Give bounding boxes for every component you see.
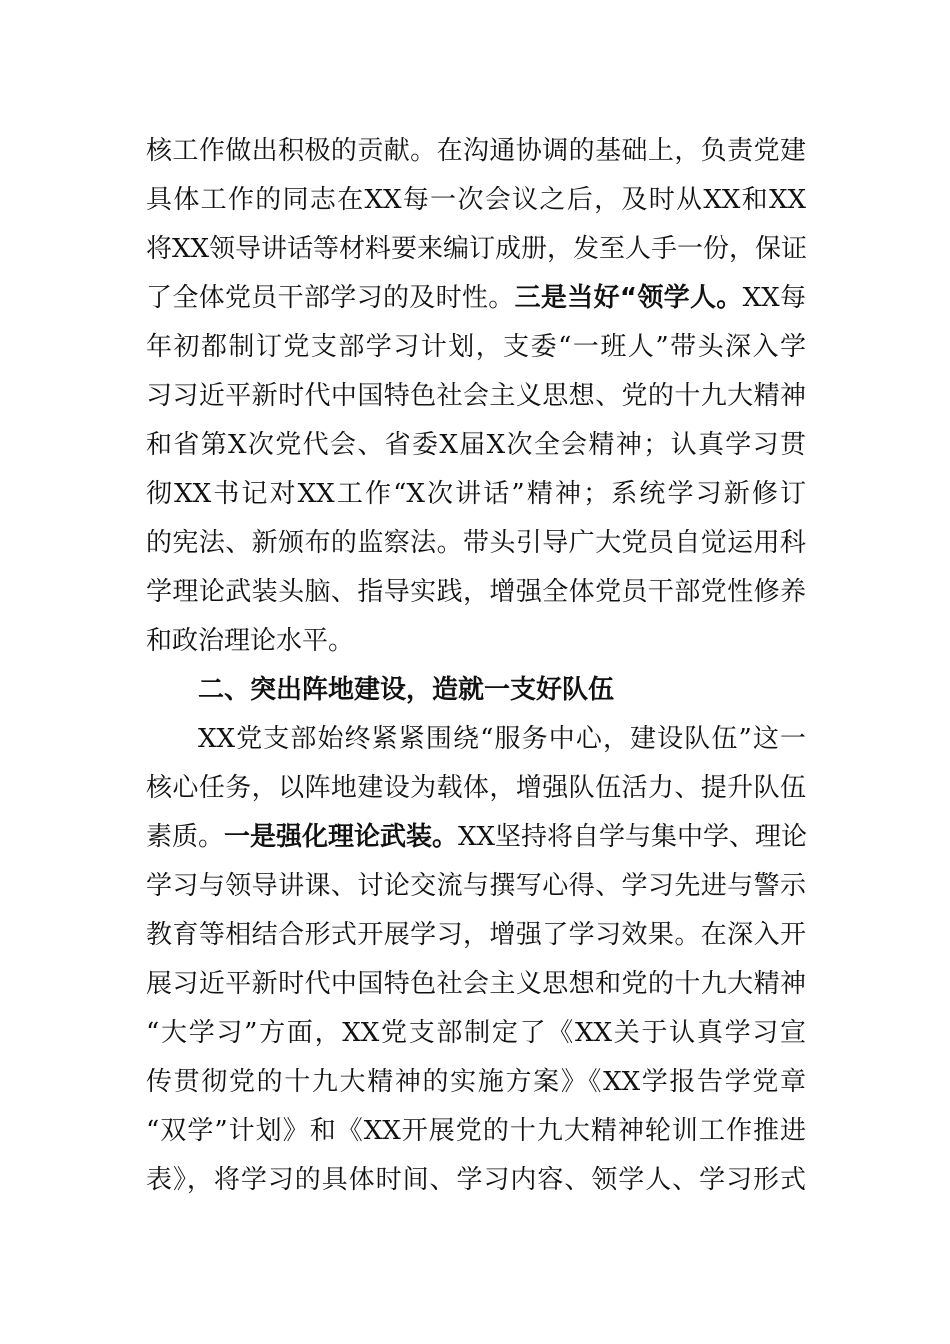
text-line: 素质。一是强化理论武装。XX坚持将自学与集中学、理论 [146, 822, 808, 852]
text-line: “双学”计划》和《XX开展党的十九大精神轮训工作推进 [146, 1116, 806, 1146]
text-line: 了全体党员干部学习的及时性。三是当好“领学人。XX每 [146, 283, 806, 313]
text-line: 展习近平新时代中国特色社会主义思想和党的十九大精神 [146, 969, 806, 999]
text-line: 的宪法、新颁布的监察法。带头引导广大党员自觉运用科 [146, 528, 806, 558]
section-heading: 二、突出阵地建设，造就一支好队伍 [198, 675, 615, 705]
text-line: 学习与领导讲课、讨论交流与撰写心得、学习先进与警示 [146, 871, 806, 901]
text-line: 和省第X次党代会、省委X届X次全会精神；认真学习贯 [146, 430, 806, 460]
text-line: 教育等相结合形式开展学习，增强了学习效果。在深入开 [146, 920, 806, 950]
text-line: 和政治理论水平。 [146, 626, 355, 656]
text-line: 年初都制订党支部学习计划，支委“一班人”带头深入学 [146, 332, 806, 362]
text-line: “大学习”方面，XX党支部制定了《XX关于认真学习宣 [146, 1018, 806, 1048]
text-line: 彻XX书记对XX工作“X次讲话”精神；系统学习新修订 [146, 479, 806, 509]
text-line: 具体工作的同志在XX每一次会议之后，及时从XX和XX [146, 185, 806, 215]
text-line: XX党支部始终紧紧围绕“服务中心，建设队伍”这一 [198, 724, 806, 754]
text-line: 将XX领导讲话等材料要来编订成册，发至人手一份，保证 [146, 234, 808, 264]
text-line: 习习近平新时代中国特色社会主义思想、党的十九大精神 [146, 381, 806, 411]
bold-lead-phrase: 一是强化理论武装。 [224, 822, 459, 852]
bold-lead-phrase: 三是当好“领学人。 [514, 283, 743, 313]
text-line: 表》，将学习的具体时间、学习内容、领学人、学习形式 [146, 1165, 806, 1195]
text-line: 传贯彻党的十九大精神的实施方案》《XX学报告学党章 [146, 1067, 806, 1097]
text-line: 学理论武装头脑、指导实践，增强全体党员干部党性修养 [146, 577, 806, 607]
text-line: 核心任务，以阵地建设为载体，增强队伍活力、提升队伍 [146, 773, 806, 803]
text-line: 核工作做出积极的贡献。在沟通协调的基础上，负责党建 [146, 136, 806, 166]
